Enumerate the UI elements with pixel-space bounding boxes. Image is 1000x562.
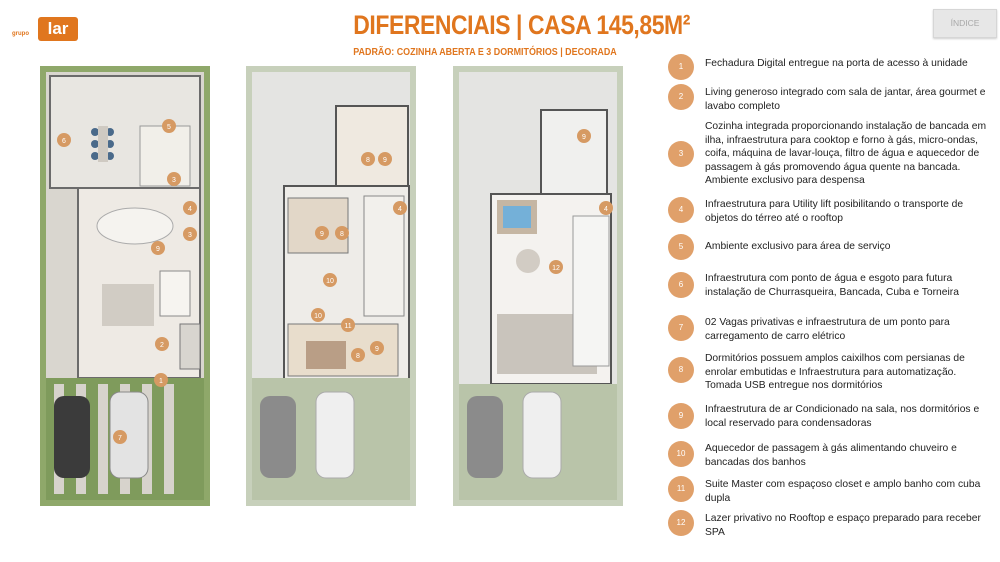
legend-text: 02 Vagas privativas e infraestrutura de um ponto para carregamento de carro elétrico [705, 317, 950, 342]
index-button[interactable]: ÍNDICE [933, 9, 997, 38]
ground-marker: 1 [159, 378, 163, 385]
page-subtitle: PADRÃO: COZINHA ABERTA E 3 DORMITÓRIOS | DECORADA [353, 46, 617, 58]
upper-marker: 8 [340, 231, 344, 238]
roof-marker: 9 [582, 134, 586, 141]
upper-marker: 9 [383, 157, 387, 164]
ground-marker: 7 [118, 435, 122, 442]
legend-number: 8 [668, 357, 694, 383]
rooftop-plan [453, 66, 623, 506]
legend-text: Infraestrutura de ar Condicionado na sala, nos dormitórios e local reservado para condensadoras [705, 404, 980, 429]
upper-marker: 8 [366, 157, 370, 164]
legend-item-10 [665, 441, 990, 477]
legend-item-8 [665, 352, 990, 391]
legend-text: Living generoso integrado com sala de jantar, área gourmet e lavabo completo [705, 87, 986, 112]
page-title: DIFERENCIAIS | CASA 145,85M² [353, 10, 690, 40]
logo-small-text: grupo [12, 31, 29, 37]
legend-item-12 [665, 510, 990, 546]
legend-item-2 [665, 84, 990, 120]
legend-item-6 [665, 272, 990, 308]
legend-item-3 [665, 120, 990, 186]
upper-marker: 4 [398, 206, 402, 213]
roof-marker: 4 [604, 206, 608, 213]
legend-number: 5 [668, 234, 694, 260]
legend-text: Lazer privativo no Rooftop e espaço preparado para receber SPA [705, 513, 981, 538]
upper-marker: 9 [320, 231, 324, 238]
legend-number: 4 [668, 197, 694, 223]
upper-floor-plan [246, 66, 416, 506]
legend-number: 10 [668, 441, 694, 467]
upper-marker: 10 [326, 278, 334, 285]
upper-marker: 11 [344, 323, 352, 330]
legend-number: 9 [668, 403, 694, 429]
legend-item-4 [665, 197, 990, 233]
legend-number: 6 [668, 272, 694, 298]
legend-text: Infraestrutura com ponto de água e esgoto para futura instalação de Churrasqueira, Bancada, Cuba e Torneira [705, 273, 959, 298]
legend-item-11 [665, 476, 990, 512]
grupo-lar-logo [12, 14, 67, 44]
upper-marker: 9 [375, 346, 379, 353]
legend-number: 3 [668, 141, 694, 167]
ground-marker: 3 [188, 232, 192, 239]
legend-number: 12 [668, 510, 694, 536]
logo-main-text: lar [38, 17, 78, 41]
ground-marker: 5 [167, 124, 171, 131]
ground-marker: 6 [62, 138, 66, 145]
legend-text: Cozinha integrada proporcionando instalação de bancada em ilha, infraestrutura para cooktop e forno à gás, micro-ondas, coifa, máquina de lavar-louça, filtro de água e aquecedor de passagem à gás promovendo água quente na bancada. Ambiente exclusivo para despensa [705, 121, 987, 186]
ground-marker: 2 [160, 342, 164, 349]
legend-number: 2 [668, 84, 694, 110]
legend-item-5 [665, 234, 990, 270]
ground-marker: 4 [188, 206, 192, 213]
roof-marker: 12 [552, 265, 560, 272]
upper-marker: 8 [356, 353, 360, 360]
legend-number: 7 [668, 315, 694, 341]
legend-item-1 [665, 52, 990, 88]
legend-item-9 [665, 403, 990, 439]
upper-marker: 10 [314, 313, 322, 320]
ground-floor-plan [40, 66, 210, 506]
legend-text: Dormitórios possuem amplos caixilhos com persianas de enrolar embutidas e Infraestrutura para automatização. Tomada USB entregue nos dormitórios [705, 353, 965, 391]
legend-text: Ambiente exclusivo para área de serviço [705, 241, 891, 252]
legend-text: Infraestrutura para Utility lift posibilitando o transporte de objetos do térreo até o rooftop [705, 199, 964, 224]
legend-number: 11 [668, 476, 694, 502]
legend-item-7 [665, 315, 990, 351]
legend-number: 1 [668, 54, 694, 80]
legend-text: Fechadura Digital entregue na porta de acesso à unidade [705, 58, 968, 69]
legend-text: Aquecedor de passagem à gás alimentando chuveiro e bancadas dos banhos [705, 443, 957, 468]
legend-text: Suite Master com espaçoso closet e amplo banho com cuba dupla [705, 479, 981, 504]
ground-marker: 9 [156, 246, 160, 253]
ground-marker: 3 [172, 177, 176, 184]
